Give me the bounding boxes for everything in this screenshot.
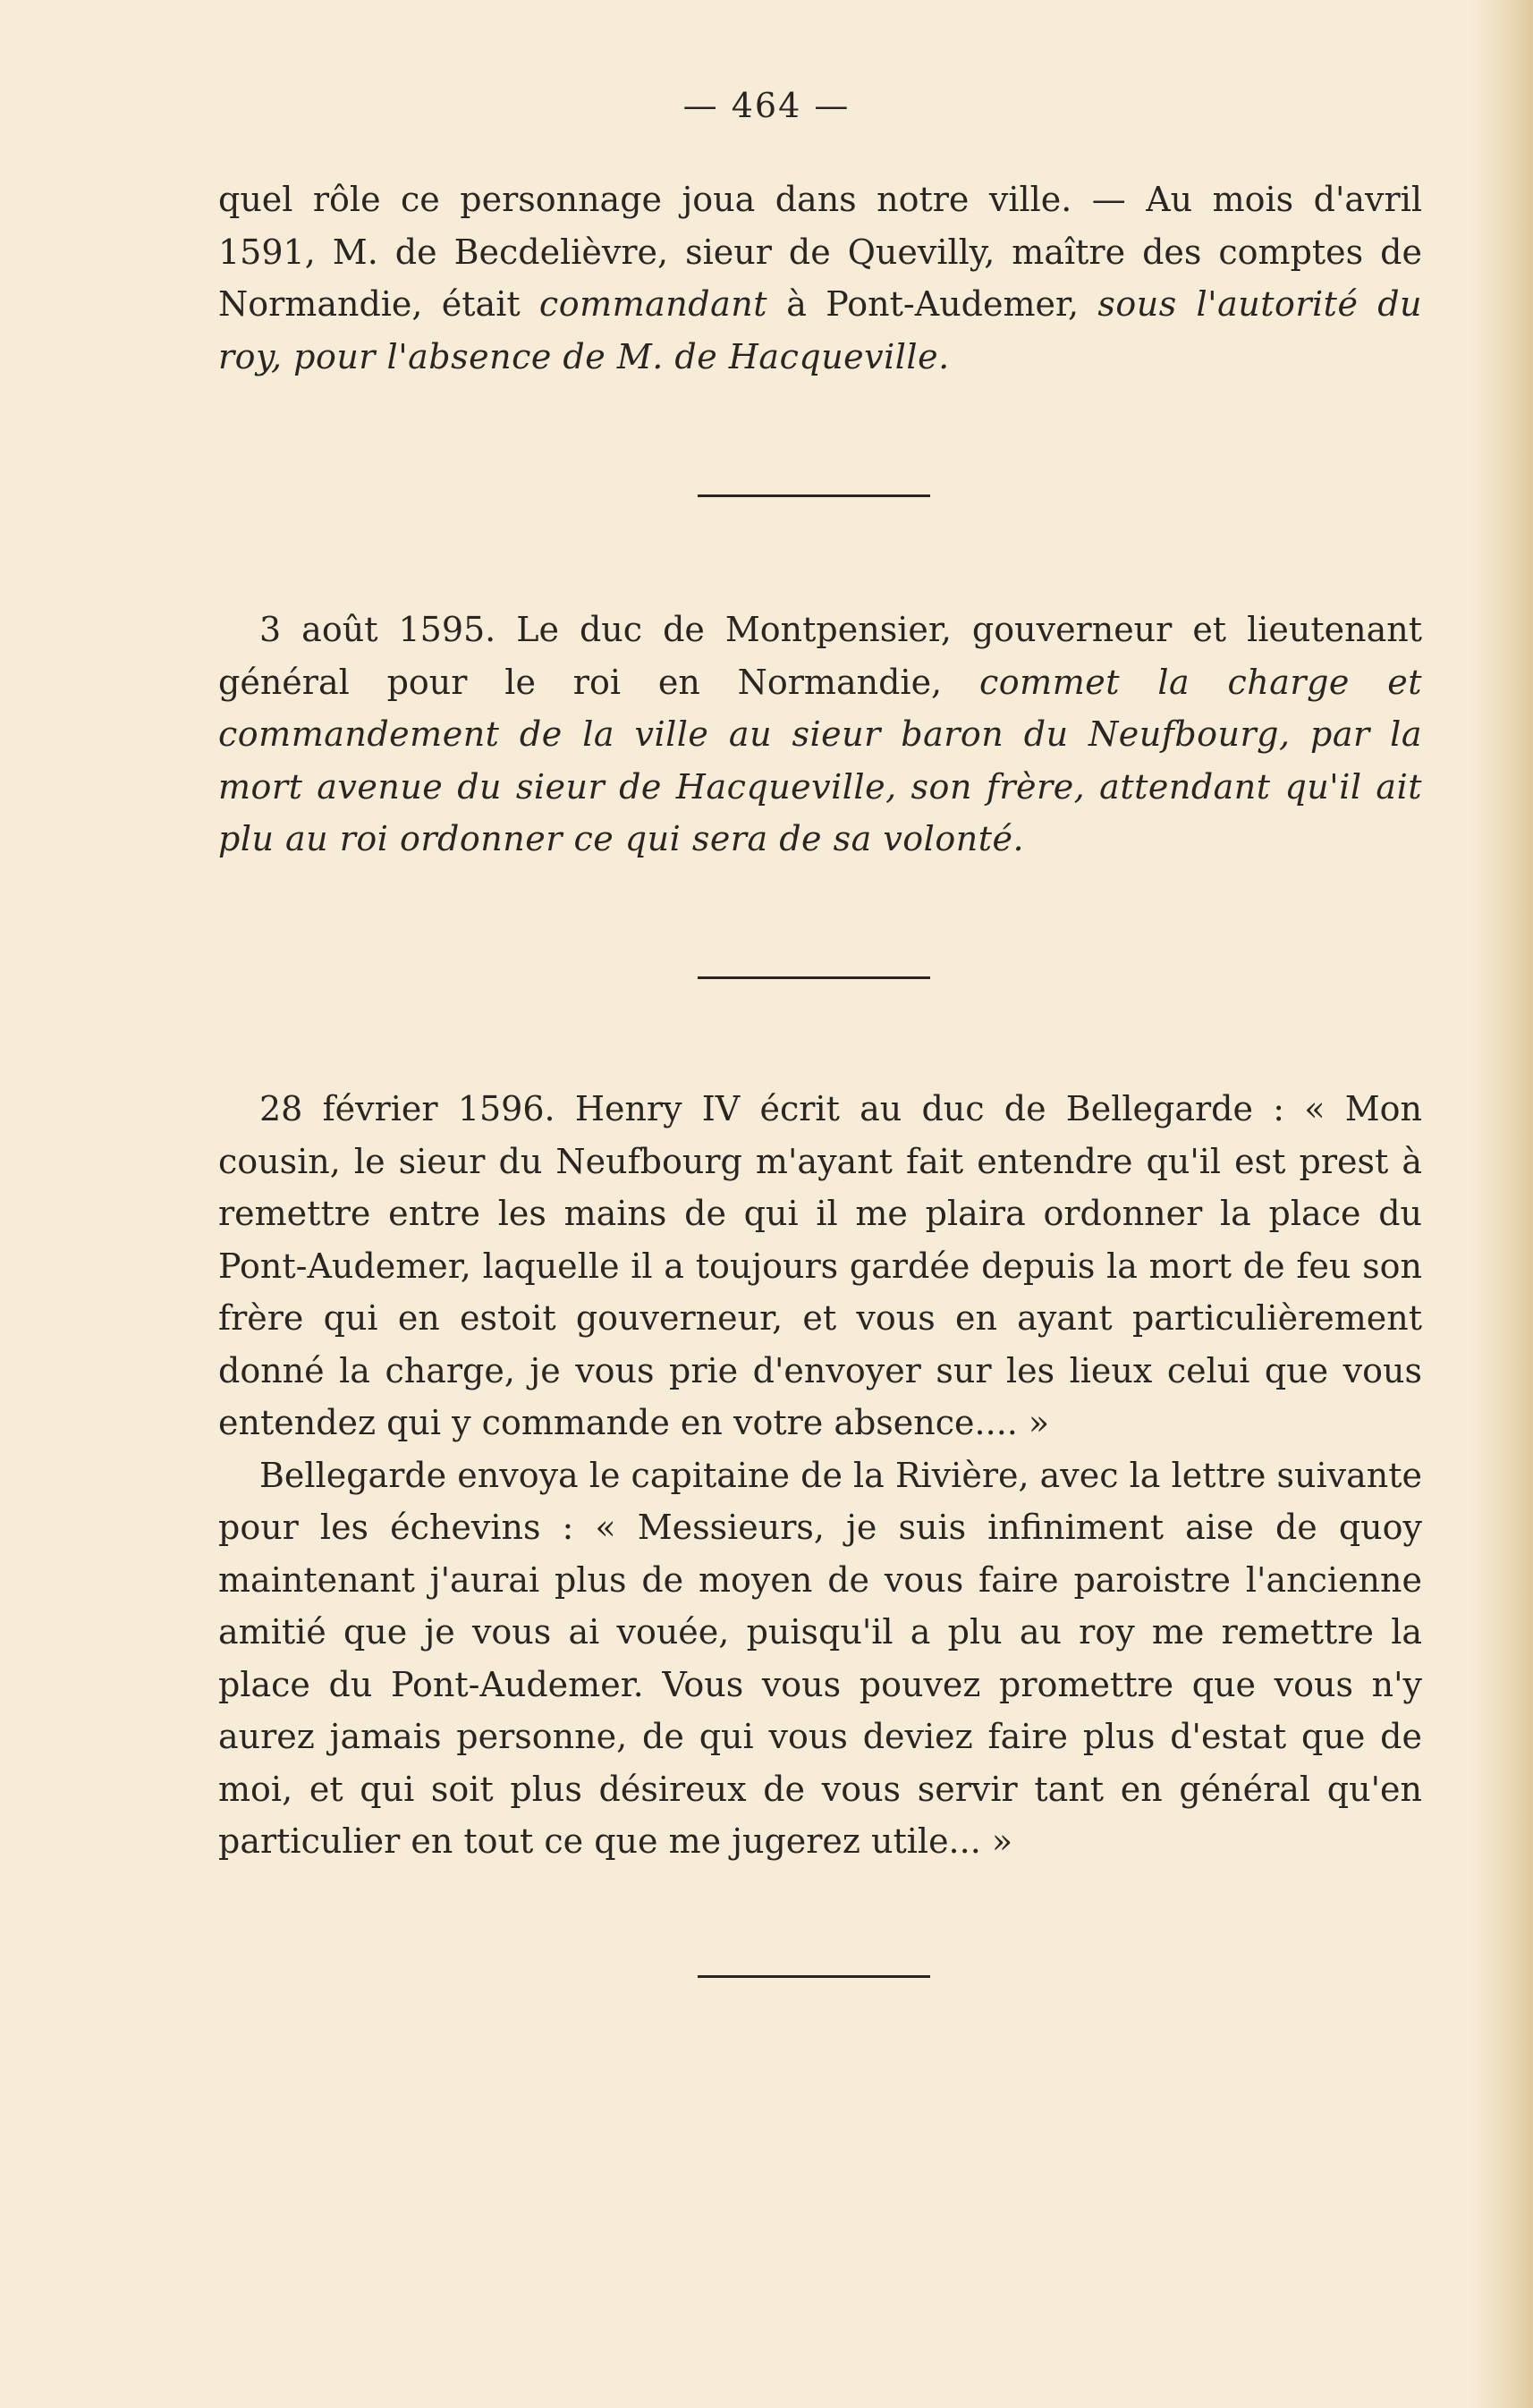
page-edge-shadow: [1470, 0, 1533, 2408]
paragraph-continuation: [218, 173, 1422, 383]
entry-1596: [218, 1083, 1422, 1868]
section-divider: [698, 1975, 930, 1978]
paragraph-text: 3 août 1595. Le duc de Montpensier, gouverneur et lieutenant général pour le roi en Normandie,: [218, 610, 1422, 702]
entry-1595: [218, 604, 1422, 866]
italic-text: commet la charge et commandement de la ville au sieur baron du Neufbourg, par la mort avenue du sieur de Hacqueville, son frère, attendant qu'il ait plu au roi ordonner ce qui sera de sa volonté.: [218, 662, 1422, 858]
italic-text: commandant: [538, 284, 768, 324]
paragraph-text: à Pont-Audemer,: [767, 284, 1098, 324]
paragraph-text: Bellegarde envoya le capitaine de la Rivière, avec la lettre suivante pour les échevins : « Messieurs, je suis infiniment aise de quoy maintenant j'aurai plus de moyen de vous faire paroistre l'ancienne amitié que je vous ai vouée, puisqu'il a plu au roy me remettre la place du Pont-Audemer. Vous vous pouvez promettre que vous n'y aurez jamais personne, de qui vous deviez faire plus d'estat que de moi, et qui soit plus désireux de vous servir tant en général qu'en particulier en tout ce que me jugerez utile... »: [218, 1455, 1422, 1861]
section-divider: [698, 494, 930, 497]
italic-text: sous l'autorité du roy, pour l'absence de M. de Hacqueville.: [218, 284, 1423, 376]
section-divider: [698, 976, 930, 979]
paragraph-text: 28 février 1596. Henry IV écrit au duc de Bellegarde : « Mon cousin, le sieur du Neufbourg m'ayant fait entendre qu'il est prest à remettre entre les mains de qui il me plaira ordonner la place du Pont-Audemer, laquelle il a toujours gardée depuis la mort de feu son frère qui en estoit gouverneur, et vous en ayant particulièrement donné la charge, je vous prie d'envoyer sur les lieux celui que vous entendez qui y commande en votre absence.... »: [218, 1089, 1422, 1442]
page-number: — 464 —: [682, 86, 851, 125]
paragraph-text: quel rôle ce personnage joua dans notre ville. — Au mois d'avril 1591, M. de Becdelièvre, sieur de Quevilly, maître des comptes de Normandie, était: [218, 180, 1422, 324]
